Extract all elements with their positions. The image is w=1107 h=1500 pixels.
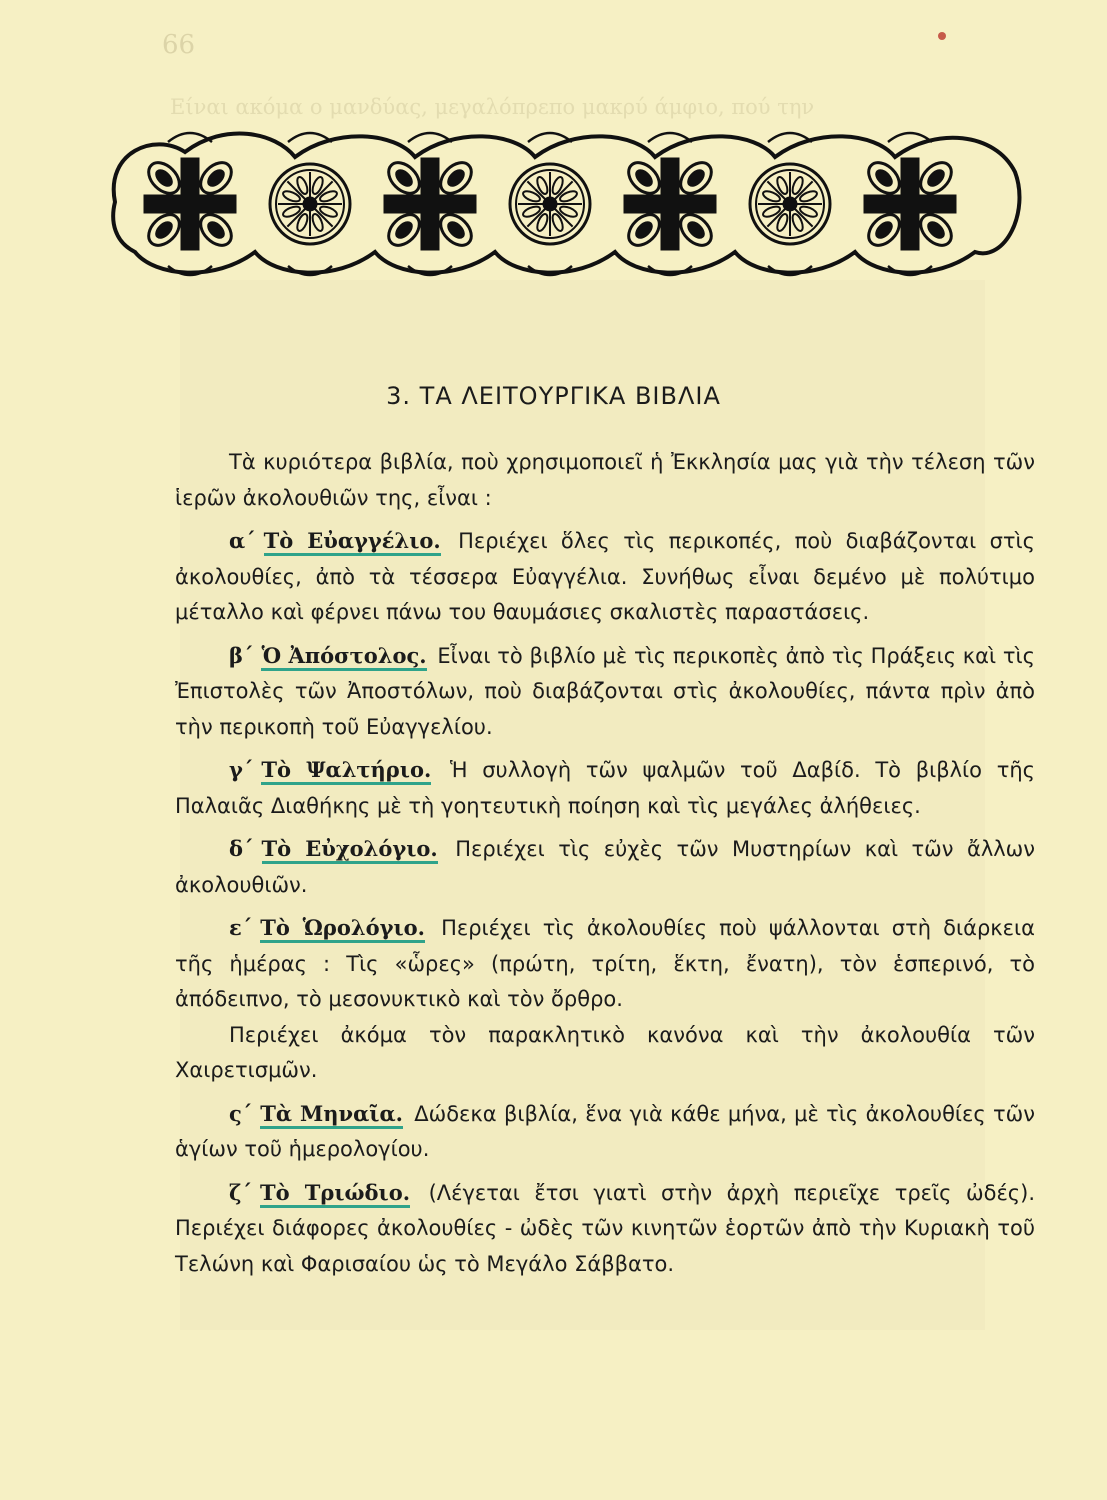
entry-orologio: [175, 910, 1035, 1018]
cross-horizontal: [865, 196, 955, 212]
red-dot: [938, 32, 946, 40]
entry-minaia: [175, 1096, 1035, 1168]
entry-text: (Λέγεται ἔτσι γιατὶ στὴν ἀρχὴ περιεῖχε τρεῖς ὠδές). Περιέχει διάφορες ἀκολουθίες - ὠδὲς τῶν κινητῶν ἑορτῶν ἀπὸ τὴν Κυριακὴ τοῦ Τελώνη καὶ Φαρισαίου ὡς τὸ Μεγάλο Σάββατο.: [175, 1180, 1035, 1276]
intro-paragraph: Τὰ κυριότερα βιβλία, ποὺ χρησιμοποιεῖ ἡ Ἐκκλησία μας γιὰ τὴν τέλεση τῶν ἱερῶν ἀκολουθιῶν της, εἶναι :: [175, 450, 1035, 510]
entry-keyword: Τὸ Ψαλτήριο.: [261, 757, 431, 785]
entry-label: β΄: [229, 642, 254, 668]
entry-evangelio: [175, 523, 1035, 631]
entry-text: Εἶναι τὸ βιβλίο μὲ τὶς περικοπὲς ἀπὸ τὶς Πράξεις καὶ τὶς Ἐπιστολὲς τῶν Ἀποστόλων, ποὺ διαβάζονται στὶς ἀκολουθίες, πάντα πρὶν ἀπὸ τὴν περικοπὴ τοῦ Εὐαγγελίου.: [175, 643, 1035, 739]
entry-triodio: [175, 1175, 1035, 1283]
entry-keyword: Τὰ Μηναῖα.: [260, 1101, 403, 1129]
entry-label: δ΄: [229, 836, 254, 861]
leaf-core: [926, 220, 946, 240]
entry-text: Ἡ συλλογὴ τῶν ψαλμῶν τοῦ Δαβίδ. Τὸ βιβλίο τῆς Παλαιᾶς Διαθήκης μὲ τὴ γοητευτικὴ ποίηση καὶ τὶς μεγάλες ἀλήθειες.: [175, 758, 1035, 818]
entry-label: α΄: [229, 528, 256, 553]
entry-keyword: Τὸ Ὡρολόγιο.: [260, 915, 425, 943]
entry-orologio-continued: Περιέχει ἀκόμα τὸν παρακλητικὸ κανόνα καὶ τὴν ἀκολουθία τῶν Χαιρετισμῶν.: [175, 1022, 1035, 1082]
leaf-core: [634, 220, 654, 240]
entry-label: ς΄: [229, 1100, 253, 1126]
leaf-core: [394, 168, 414, 188]
entry-keyword: Ὁ Ἀπόστολος.: [261, 643, 426, 671]
leaf-core: [634, 168, 654, 188]
entry-label: γ΄: [229, 757, 254, 782]
cross-horizontal: [625, 196, 715, 212]
leaf-core: [446, 220, 466, 240]
leaf-core: [394, 220, 414, 240]
cross-horizontal: [385, 196, 475, 212]
leaf-core: [206, 220, 226, 240]
entry-label: ζ΄: [229, 1179, 252, 1205]
leaf-core: [926, 168, 946, 188]
content: [175, 445, 1035, 1282]
leaf-core: [874, 168, 894, 188]
entry-text: Περιέχει ὅλες τὶς περικοπές, ποὺ διαβάζονται στὶς ἀκολουθίες, ἀπὸ τὰ τέσσερα Εὐαγγέλια. Συνήθως εἶναι δεμένο μὲ πολύτιμο μέταλλο καὶ φέρνει πάνω του θαυμάσιες σκαλιστὲς παραστάσεις.: [175, 529, 1035, 624]
bleed-through-text: Είναι ακόμα ο μανδύας, μεγαλόπρεπο μακρύ άμφιο, πού την: [170, 95, 815, 119]
leaf-core: [874, 220, 894, 240]
page-title: 3. ΤΑ ΛΕΙΤΟΥΡΓΙΚΑ ΒΙΒΛΙΑ: [386, 382, 721, 410]
entry-keyword: Τὸ Εὐχολόγιο.: [262, 836, 438, 864]
entry-keyword: Τὸ Εὐαγγέλιο.: [264, 528, 441, 556]
rosette-center: [544, 198, 556, 210]
entry-keyword: Τὸ Τριώδιο.: [260, 1180, 410, 1208]
leaf-core: [154, 220, 174, 240]
entry-psaltirio: [175, 752, 1035, 824]
leaf-core: [686, 220, 706, 240]
leaf-core: [686, 168, 706, 188]
page-number: 66: [162, 30, 196, 60]
leaf-core: [154, 168, 174, 188]
entry-text: Περιέχει τὶς ἀκολουθίες ποὺ ψάλλονται στὴ διάρκεια τῆς ἡμέρας : Τὶς «ὧρες» (πρώτη, τρίτη, ἕκτη, ἔνατη), τὸν ἑσπερινό, τὸ ἀπόδειπνο, τὸ μεσονυκτικὸ καὶ τὸν ὄρθρο.: [175, 916, 1035, 1011]
entry-text: Δώδεκα βιβλία, ἕνα γιὰ κάθε μήνα, μὲ τὶς ἀκολουθίες τῶν ἁγίων τοῦ ἡμερολογίου.: [175, 1101, 1035, 1161]
entry-label: ε΄: [229, 915, 253, 940]
rosette-center: [784, 198, 796, 210]
cross-horizontal: [145, 196, 235, 212]
entry-euchologio: [175, 831, 1035, 903]
leaf-core: [446, 168, 466, 188]
rosette-center: [304, 198, 316, 210]
entry-text: Περιέχει τὶς εὐχὲς τῶν Μυστηρίων καὶ τῶν ἄλλων ἀκολουθιῶν.: [175, 837, 1035, 897]
entry-apostolos: [175, 638, 1035, 746]
decorative-ornament-band: [95, 112, 1035, 292]
leaf-core: [206, 168, 226, 188]
